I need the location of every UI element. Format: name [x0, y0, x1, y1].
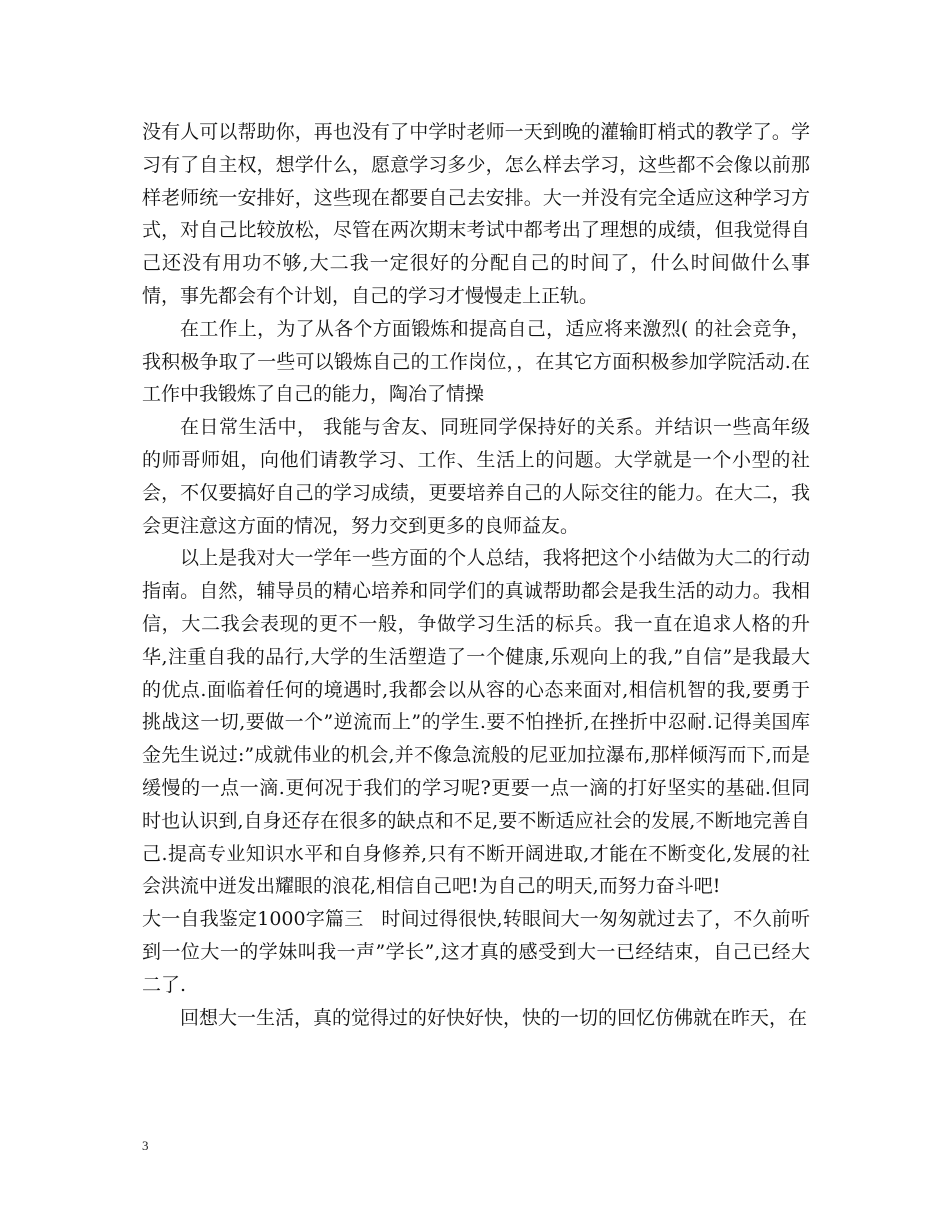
section-paragraph — [142, 903, 810, 1001]
paragraph-summary: 以上是我对大一学年一些方面的个人总结，我将把这个小结做为大二的行动指南。自然，辅导员的精心培养和同学们的真诚帮助都会是我生活的动力。我相信，大二我会表现的更不一般，争做学习生活的标兵。我一直在追求人格的升华,注重自我的品行,大学的生活塑造了一个健康,乐观向上的我,”自信”是我最大的优点.面临着任何的境遇时,我都会以从容的心态来面对,相信机智的我,要勇于挑战这一切,要做一个”逆流而上”的学生.要不怕挫折,在挫折中忍耐.记得美国库金先生说过:”成就伟业的机会,并不像急流般的尼亚加拉瀑布,那样倾泻而下,而是缓慢的一点一滴.更何况于我们的学习呢?更要一点一滴的打好坚实的基础.但同时也认识到,自身还存在很多的缺点和不足,要不断适应社会的发展,不断地完善自己.提高专业知识水平和自身修养,只有不断开阔进取,才能在不断变化,发展的社会洪流中迸发出耀眼的浪花,相信自己吧!为自己的明天,而努力奋斗吧! — [142, 547, 810, 898]
paragraph-study: 没有人可以帮助你，再也没有了中学时老师一天到晚的灌输盯梢式的教学了。学习有了自主权，想学什么，愿意学习多少，怎么样去学习，这些都不会像以前那样老师统一安排好，这些现在都要自己去安排。大一并没有完全适应这种学习方式，对自己比较放松，尽管在两次期末考试中都考出了理想的成绩，但我觉得自己还没有用功不够,大二我一定很好的分配自己的时间了，什么时间做什么事情，事先都会有个计划，自己的学习才慢慢走上正轨。 — [142, 121, 810, 307]
paragraph-work: 在工作上，为了从各个方面锻炼和提高自己，适应将来激烈( 的社会竞争，我积极争取了一些可以锻炼自己的工作岗位，，在其它方面积极参加学院活动.在工作中我锻炼了自己的能力，陶冶了情操 — [142, 317, 810, 406]
section-heading: 大一自我鉴定1000字篇三 — [142, 908, 364, 931]
document-body — [142, 116, 810, 1034]
section-text: 时间过得很快,转眼间大一匆匆就过去了，不久前听到一位大一的学妹叫我一声”学长”,这才真的感受到大一已经结束，自己已经大二了. — [142, 908, 810, 996]
paragraph-recollection: 回想大一生活，真的觉得过的好快好快，快的一切的回忆仿佛就在昨天，在 — [180, 1006, 808, 1029]
page-number: 3 — [142, 1138, 149, 1153]
paragraph-daily-life: 在日常生活中， 我能与舍友、同班同学保持好的关系。并结识一些高年级的师哥师姐，向他们请教学习、工作、生活上的问题。大学就是一个小型的社会，不仅要搞好自己的学习成绩，更要培养自己的人际交往的能力。在大二，我会更注意这方面的情况，努力交到更多的良师益友。 — [142, 416, 810, 537]
